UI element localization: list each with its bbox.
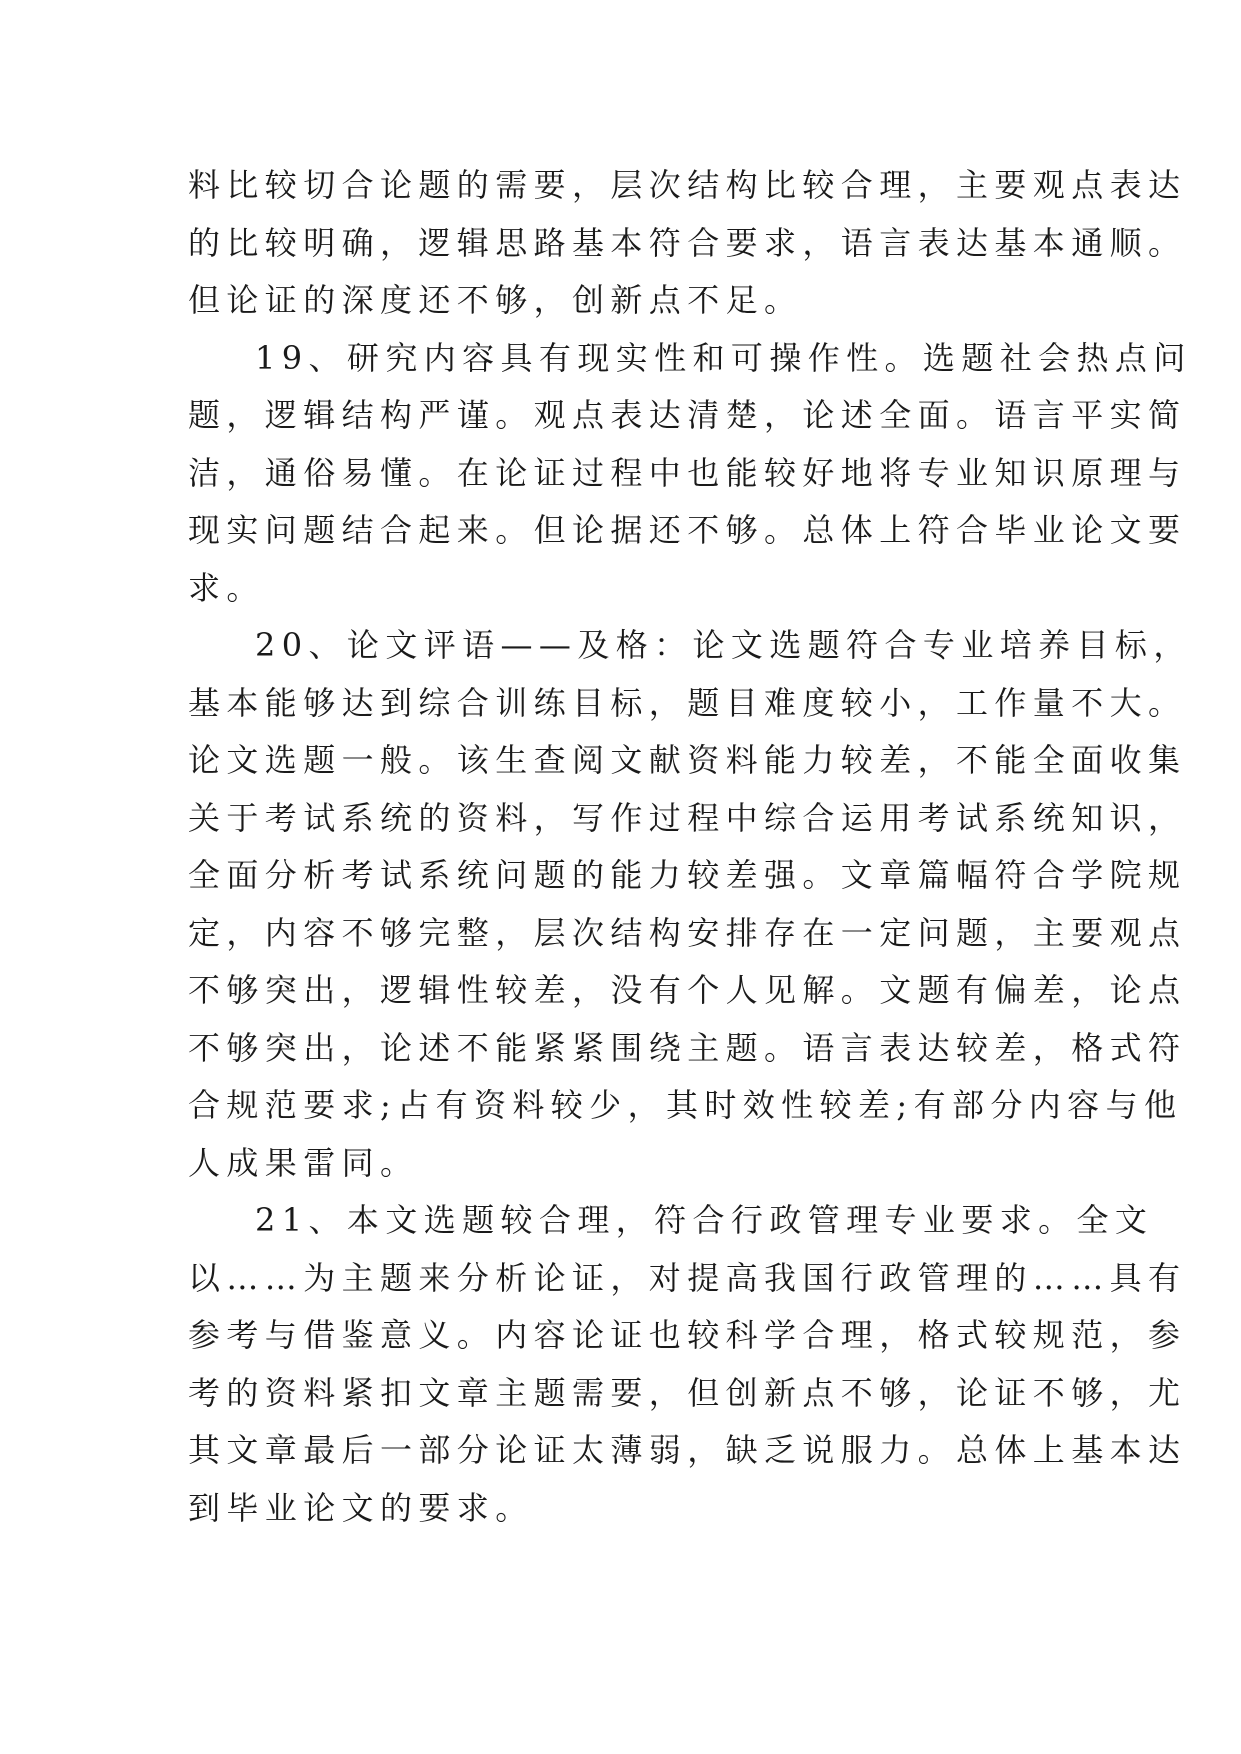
text-line: 但论证的深度还不够，创新点不足。 <box>188 281 803 319</box>
text-line: 合规范要求;占有资料较少，其时效性较差;有部分内容与他 <box>188 1086 1183 1124</box>
document-body <box>188 157 1192 1537</box>
text-line: 全面分析考试系统问题的能力较差强。文章篇幅符合学院规 <box>188 856 1187 894</box>
text-line: 的比较明确，逻辑思路基本符合要求，语言表达基本通顺。 <box>188 223 1187 262</box>
text-line: 现实问题结合起来。但论据还不够。总体上符合毕业论文要 <box>188 511 1187 549</box>
text-line: 求。 <box>188 568 265 607</box>
text-line: 关于考试系统的资料，写作过程中综合运用考试系统知识， <box>188 798 1187 837</box>
text-line: 基本能够达到综合训练目标，题目难度较小，工作量不大。 <box>188 683 1187 722</box>
paragraph-20-start: 20、论文评语——及格：论文选题符合专业培养目标， <box>255 626 1192 664</box>
text-line: 到毕业论文的要求。 <box>188 1488 534 1527</box>
text-line: 其文章最后一部分论证太薄弱，缺乏说服力。总体上基本达 <box>188 1431 1187 1469</box>
text-line: 定，内容不够完整，层次结构安排存在一定问题，主要观点 <box>188 913 1187 952</box>
paragraph-21-start: 21、本文选题较合理，符合行政管理专业要求。全文 <box>255 1201 1154 1239</box>
text-line: 不够突出，论述不能紧紧围绕主题。语言表达较差，格式符 <box>188 1028 1187 1067</box>
text-line: 参考与借鉴意义。内容论证也较科学合理，格式较规范，参 <box>188 1316 1187 1354</box>
text-line: 人成果雷同。 <box>188 1143 419 1182</box>
paragraph-19-start: 19、研究内容具有现实性和可操作性。选题社会热点问 <box>255 338 1192 377</box>
text-line: 洁，通俗易懂。在论证过程中也能较好地将专业知识原理与 <box>188 453 1187 492</box>
text-line: 论文选题一般。该生查阅文献资料能力较差，不能全面收集 <box>188 741 1187 779</box>
text-line: 考的资料紧扣文章主题需要，但创新点不够，论证不够，尤 <box>188 1373 1187 1412</box>
text-line: 不够突出，逻辑性较差，没有个人见解。文题有偏差，论点 <box>188 971 1187 1009</box>
text-line: 料比较切合论题的需要，层次结构比较合理，主要观点表达 <box>188 166 1187 204</box>
text-line: 以……为主题来分析论证，对提高我国行政管理的……具有 <box>188 1258 1187 1297</box>
text-line: 题，逻辑结构严谨。观点表达清楚，论述全面。语言平实简 <box>188 396 1187 434</box>
